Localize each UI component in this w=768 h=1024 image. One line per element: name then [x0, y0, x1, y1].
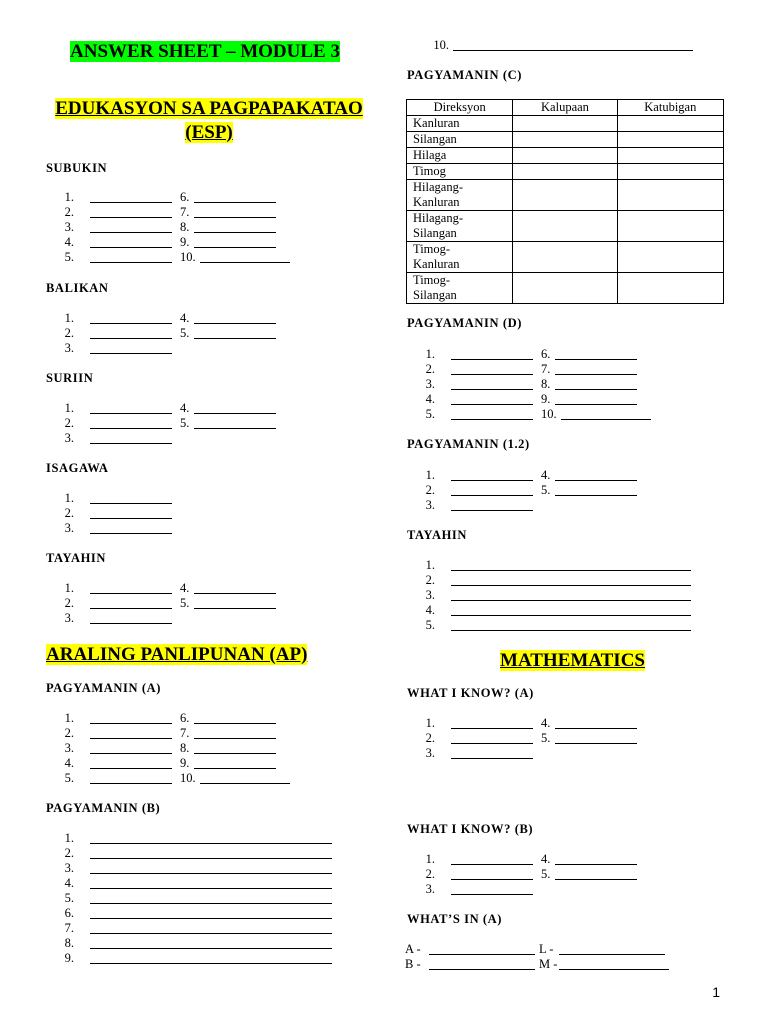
item-number: 1. — [64, 491, 74, 505]
answer-blank[interactable] — [90, 933, 332, 934]
item-number: 3. — [425, 588, 435, 602]
answer-blank[interactable] — [90, 623, 172, 624]
answer-blank[interactable] — [90, 518, 172, 519]
answer-blank[interactable] — [194, 723, 276, 724]
answer-blank[interactable] — [200, 262, 290, 263]
answer-blank[interactable] — [555, 864, 637, 865]
item-number: 1. — [425, 852, 435, 866]
katubigan-cell[interactable] — [617, 116, 723, 132]
answer-blank[interactable] — [90, 262, 172, 263]
section-subukin: SUBUKIN — [46, 161, 108, 175]
item-number: 4. — [180, 311, 190, 325]
answer-blank[interactable] — [555, 495, 637, 496]
item-number: 3. — [64, 220, 74, 234]
item-number: 10. — [541, 407, 557, 421]
answer-blank[interactable] — [194, 593, 276, 594]
table-row — [407, 116, 724, 132]
item-number: 8. — [180, 220, 190, 234]
item-number: 1. — [64, 711, 74, 725]
answer-blank[interactable] — [451, 894, 533, 895]
kalupaan-cell[interactable] — [513, 148, 617, 164]
section-wik-b: WHAT I KNOW? (B) — [407, 822, 534, 836]
answer-blank[interactable] — [194, 202, 276, 203]
header-direksyon: Direksyon — [407, 100, 513, 116]
item-number: 5. — [180, 326, 190, 340]
answer-sheet-title — [50, 42, 360, 62]
answer-blank[interactable] — [90, 888, 332, 889]
item-number: 1. — [64, 581, 74, 595]
answer-blank[interactable] — [451, 510, 533, 511]
answer-blank[interactable] — [90, 768, 172, 769]
katubigan-cell[interactable] — [617, 273, 723, 304]
item-number: 10. — [180, 771, 196, 785]
item-number: M - — [539, 957, 558, 971]
item-number: 10. — [433, 38, 449, 52]
answer-blank[interactable] — [90, 593, 172, 594]
answer-blank[interactable] — [90, 247, 172, 248]
direction-cell: Kanluran — [407, 116, 513, 132]
answer-blank[interactable] — [90, 443, 172, 444]
table-header-row — [407, 100, 724, 116]
answer-blank[interactable] — [451, 359, 533, 360]
item-number: 2. — [425, 483, 435, 497]
answer-blank[interactable] — [451, 374, 533, 375]
item-number: 9. — [541, 392, 551, 406]
item-number: 1. — [425, 558, 435, 572]
answer-blank[interactable] — [194, 428, 276, 429]
answer-blank[interactable] — [555, 374, 637, 375]
answer-blank[interactable] — [451, 758, 533, 759]
item-number: 9. — [64, 951, 74, 965]
answer-blank[interactable] — [451, 864, 533, 865]
answer-blank[interactable] — [90, 738, 172, 739]
kalupaan-cell[interactable] — [513, 273, 617, 304]
answer-blank[interactable] — [555, 404, 637, 405]
item-number: 4. — [64, 876, 74, 890]
answer-blank[interactable] — [90, 858, 332, 859]
answer-blank[interactable] — [555, 743, 637, 744]
answer-blank[interactable] — [451, 389, 533, 390]
item-number: 1. — [64, 190, 74, 204]
katubigan-cell[interactable] — [617, 148, 723, 164]
item-number: 3. — [64, 341, 74, 355]
section-pagyamanin-b: PAGYAMANIN (B) — [46, 801, 161, 815]
answer-blank[interactable] — [555, 389, 637, 390]
math-title-text: MATHEMATICS — [500, 650, 645, 671]
answer-blank[interactable] — [90, 202, 172, 203]
katubigan-cell[interactable] — [617, 180, 723, 211]
item-number: 10. — [180, 250, 196, 264]
answer-blank[interactable] — [451, 404, 533, 405]
item-number: A - — [405, 942, 421, 956]
item-number: 2. — [64, 726, 74, 740]
answer-blank[interactable] — [555, 359, 637, 360]
kalupaan-cell[interactable] — [513, 132, 617, 148]
section-balikan: BALIKAN — [46, 281, 109, 295]
item-number: 7. — [180, 205, 190, 219]
item-number: 3. — [425, 882, 435, 896]
answer-blank[interactable] — [194, 338, 276, 339]
item-number: 5. — [541, 483, 551, 497]
section-pagyamanin-c: PAGYAMANIN (C) — [407, 68, 522, 82]
esp-title — [54, 97, 364, 145]
answer-blank[interactable] — [194, 323, 276, 324]
answer-blank[interactable] — [451, 480, 533, 481]
answer-blank[interactable] — [90, 783, 172, 784]
direction-cell: Timog — [407, 164, 513, 180]
item-number: 5. — [64, 771, 74, 785]
answer-blank[interactable] — [194, 217, 276, 218]
item-number: 3. — [64, 861, 74, 875]
item-number: 6. — [180, 190, 190, 204]
item-number: 8. — [64, 936, 74, 950]
item-number: 2. — [64, 416, 74, 430]
item-number: 1. — [425, 716, 435, 730]
section-pagyamanin-12: PAGYAMANIN (1.2) — [407, 437, 530, 451]
item-number: 8. — [180, 741, 190, 755]
item-number: 5. — [541, 867, 551, 881]
item-number: 8. — [541, 377, 551, 391]
kalupaan-cell[interactable] — [513, 164, 617, 180]
answer-blank[interactable] — [90, 948, 332, 949]
answer-blank[interactable] — [194, 608, 276, 609]
answer-blank[interactable] — [90, 503, 172, 504]
item-number: 5. — [425, 618, 435, 632]
item-number: 2. — [425, 573, 435, 587]
answer-blank[interactable] — [194, 247, 276, 248]
item-number: 2. — [64, 326, 74, 340]
item-number: 2. — [425, 867, 435, 881]
direction-cell: Hilagang- Kanluran — [407, 180, 513, 211]
item-number: 3. — [64, 611, 74, 625]
answer-blank[interactable] — [555, 728, 637, 729]
table-row — [407, 211, 724, 242]
katubigan-cell[interactable] — [617, 132, 723, 148]
answer-blank[interactable] — [451, 630, 691, 631]
item-number: 3. — [425, 377, 435, 391]
item-number: 1. — [64, 401, 74, 415]
direction-cell: Hilaga — [407, 148, 513, 164]
answer-blank[interactable] — [90, 353, 172, 354]
answer-blank[interactable] — [194, 738, 276, 739]
item-number: 6. — [64, 906, 74, 920]
direction-cell: Timog- Kanluran — [407, 242, 513, 273]
item-number: 3. — [64, 521, 74, 535]
header-katubigan: Katubigan — [617, 100, 723, 116]
katubigan-cell[interactable] — [617, 242, 723, 273]
answer-blank[interactable] — [90, 533, 172, 534]
answer-blank[interactable] — [453, 50, 693, 51]
item-number: 2. — [64, 846, 74, 860]
item-number: 4. — [64, 235, 74, 249]
answer-blank[interactable] — [90, 753, 172, 754]
table-row — [407, 148, 724, 164]
katubigan-cell[interactable] — [617, 211, 723, 242]
item-number: 5. — [64, 250, 74, 264]
item-number: L - — [539, 942, 554, 956]
answer-blank[interactable] — [451, 600, 691, 601]
ap-title — [46, 643, 366, 667]
item-number: 4. — [541, 852, 551, 866]
answer-blank[interactable] — [90, 338, 172, 339]
table-row — [407, 273, 724, 304]
answer-blank[interactable] — [451, 419, 533, 420]
item-number: 6. — [541, 347, 551, 361]
table-row — [407, 180, 724, 211]
answer-blank[interactable] — [451, 615, 691, 616]
answer-blank[interactable] — [194, 753, 276, 754]
page-number: 1 — [712, 984, 720, 1000]
answer-blank[interactable] — [194, 768, 276, 769]
item-number: 4. — [541, 468, 551, 482]
esp-title-text: EDUKASYON SA PAGPAPAKATAO (ESP) — [55, 98, 363, 143]
item-number: 4. — [425, 603, 435, 617]
item-number: 7. — [64, 921, 74, 935]
kalupaan-cell[interactable] — [513, 180, 617, 211]
section-isagawa: ISAGAWA — [46, 461, 109, 475]
item-number: 5. — [541, 731, 551, 745]
answer-blank[interactable] — [451, 743, 533, 744]
item-number: 3. — [64, 431, 74, 445]
item-number: 3. — [425, 498, 435, 512]
item-number: 1. — [425, 347, 435, 361]
answer-blank[interactable] — [451, 495, 533, 496]
section-wik-a: WHAT I KNOW? (A) — [407, 686, 534, 700]
section-tayahin-esp: TAYAHIN — [46, 551, 107, 565]
item-number: 5. — [64, 891, 74, 905]
item-number: 7. — [541, 362, 551, 376]
answer-blank[interactable] — [559, 969, 669, 970]
item-number: 4. — [64, 756, 74, 770]
section-suriin: SURIIN — [46, 371, 94, 385]
answer-blank[interactable] — [559, 954, 665, 955]
section-pagyamanin-d: PAGYAMANIN (D) — [407, 316, 522, 330]
answer-blank[interactable] — [90, 963, 332, 964]
answer-blank[interactable] — [90, 918, 332, 919]
item-number: 5. — [425, 407, 435, 421]
header-kalupaan: Kalupaan — [513, 100, 617, 116]
item-number: 4. — [180, 581, 190, 595]
item-number: 4. — [541, 716, 551, 730]
answer-blank[interactable] — [451, 585, 691, 586]
item-number: 3. — [425, 746, 435, 760]
answer-blank[interactable] — [90, 608, 172, 609]
item-number: 2. — [425, 362, 435, 376]
kalupaan-cell[interactable] — [513, 211, 617, 242]
item-number: 2. — [64, 205, 74, 219]
answer-blank[interactable] — [90, 323, 172, 324]
answer-blank[interactable] — [194, 232, 276, 233]
direction-table — [406, 99, 724, 304]
item-number: 4. — [180, 401, 190, 415]
answer-blank[interactable] — [561, 419, 651, 420]
answer-blank[interactable] — [90, 428, 172, 429]
item-number: 9. — [180, 235, 190, 249]
answer-blank[interactable] — [429, 969, 535, 970]
item-number: 1. — [64, 831, 74, 845]
answer-blank[interactable] — [90, 843, 332, 844]
item-number: B - — [405, 957, 421, 971]
item-number: 7. — [180, 726, 190, 740]
item-number: 1. — [64, 311, 74, 325]
answer-blank[interactable] — [451, 570, 691, 571]
katubigan-cell[interactable] — [617, 164, 723, 180]
math-title — [405, 649, 740, 673]
answer-blank[interactable] — [90, 232, 172, 233]
item-number: 5. — [180, 416, 190, 430]
answer-blank[interactable] — [451, 728, 533, 729]
direction-cell: Timog- Silangan — [407, 273, 513, 304]
answer-blank[interactable] — [200, 783, 290, 784]
answer-blank[interactable] — [90, 723, 172, 724]
direction-cell: Hilagang- Silangan — [407, 211, 513, 242]
item-number: 2. — [425, 731, 435, 745]
answer-blank[interactable] — [90, 413, 172, 414]
kalupaan-cell[interactable] — [513, 242, 617, 273]
item-number: 1. — [425, 468, 435, 482]
section-whats-in-a: WHAT’S IN (A) — [407, 912, 503, 926]
ap-title-text: ARALING PANLIPUNAN (AP) — [46, 644, 308, 665]
item-number: 4. — [425, 392, 435, 406]
table-row — [407, 242, 724, 273]
item-number: 9. — [180, 756, 190, 770]
section-tayahin-ap: TAYAHIN — [407, 528, 468, 542]
kalupaan-cell[interactable] — [513, 116, 617, 132]
table-row — [407, 132, 724, 148]
item-number: 6. — [180, 711, 190, 725]
answer-blank[interactable] — [451, 879, 533, 880]
answer-blank[interactable] — [90, 903, 332, 904]
item-number: 5. — [180, 596, 190, 610]
section-pagyamanin-a: PAGYAMANIN (A) — [46, 681, 161, 695]
answer-blank[interactable] — [429, 954, 535, 955]
item-number: 3. — [64, 741, 74, 755]
answer-blank[interactable] — [555, 879, 637, 880]
answer-blank[interactable] — [194, 413, 276, 414]
item-number: 2. — [64, 596, 74, 610]
answer-blank[interactable] — [555, 480, 637, 481]
direction-cell: Silangan — [407, 132, 513, 148]
answer-blank[interactable] — [90, 217, 172, 218]
table-row — [407, 164, 724, 180]
answer-sheet-title-text: ANSWER SHEET – MODULE 3 — [70, 41, 340, 62]
answer-blank[interactable] — [90, 873, 332, 874]
item-number: 2. — [64, 506, 74, 520]
